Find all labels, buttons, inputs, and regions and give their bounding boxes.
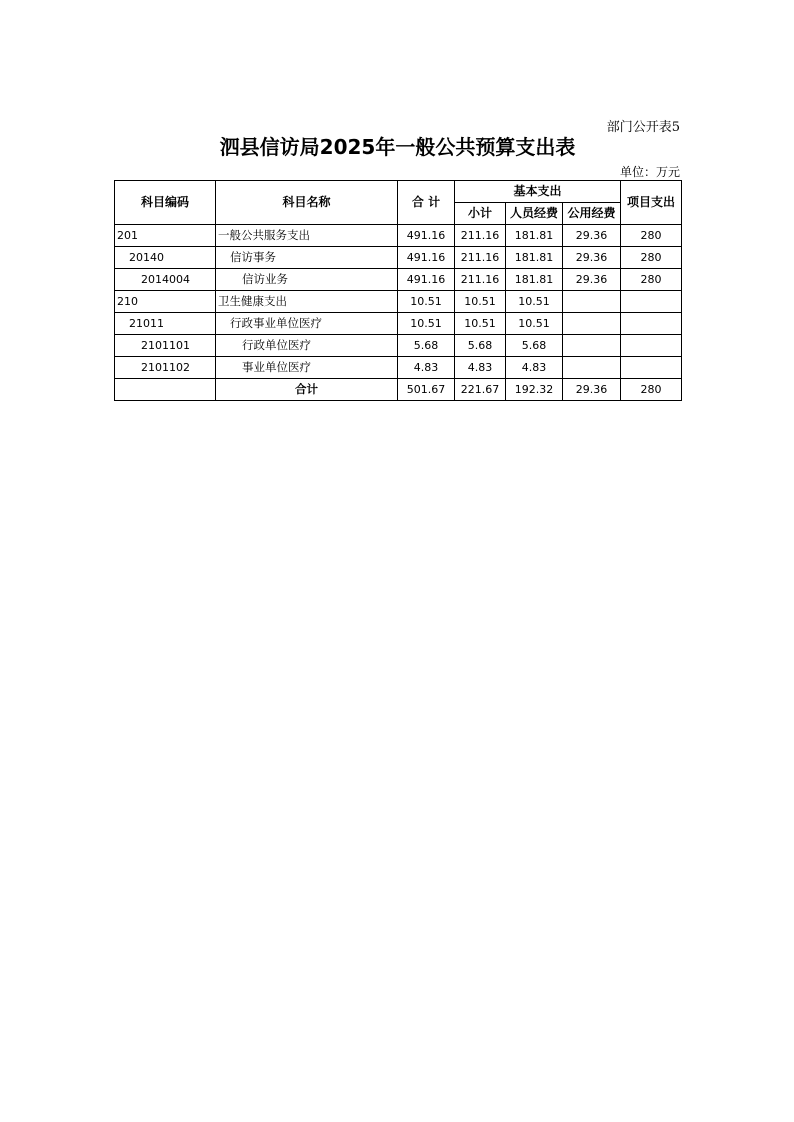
row-name: 卫生健康支出 <box>216 291 398 313</box>
row-name: 信访事务 <box>216 247 398 269</box>
row-total: 10.51 <box>398 291 455 313</box>
row-project: 280 <box>621 247 682 269</box>
row-public: 29.36 <box>563 247 621 269</box>
total-row-code-empty <box>115 379 216 401</box>
row-code: 2101101 <box>115 335 216 357</box>
header-public: 公用经费 <box>563 203 621 225</box>
row-personnel: 10.51 <box>506 313 563 335</box>
header-total: 合 计 <box>398 181 455 225</box>
header-name: 科目名称 <box>216 181 398 225</box>
row-public <box>563 335 621 357</box>
row-subtotal: 211.16 <box>455 225 506 247</box>
header-personnel: 人员经费 <box>506 203 563 225</box>
row-name: 事业单位医疗 <box>216 357 398 379</box>
total-row-subtotal: 221.67 <box>455 379 506 401</box>
row-total: 5.68 <box>398 335 455 357</box>
table-row <box>115 247 682 269</box>
row-project: 280 <box>621 269 682 291</box>
row-personnel: 5.68 <box>506 335 563 357</box>
row-personnel: 10.51 <box>506 291 563 313</box>
row-public <box>563 291 621 313</box>
header-code: 科目编码 <box>115 181 216 225</box>
row-public: 29.36 <box>563 269 621 291</box>
row-code: 21011 <box>115 313 216 335</box>
row-personnel: 181.81 <box>506 225 563 247</box>
row-project <box>621 313 682 335</box>
row-subtotal: 10.51 <box>455 291 506 313</box>
header-row <box>115 181 682 203</box>
row-code: 2101102 <box>115 357 216 379</box>
table-row <box>115 225 682 247</box>
row-personnel: 181.81 <box>506 269 563 291</box>
total-row-total: 501.67 <box>398 379 455 401</box>
row-total: 10.51 <box>398 313 455 335</box>
unit-label: 单位：万元 <box>619 165 680 179</box>
row-name: 一般公共服务支出 <box>216 225 398 247</box>
row-name: 信访业务 <box>216 269 398 291</box>
total-row-project: 280 <box>621 379 682 401</box>
table-row <box>115 335 682 357</box>
row-subtotal: 211.16 <box>455 269 506 291</box>
row-total: 491.16 <box>398 247 455 269</box>
row-public <box>563 313 621 335</box>
header-subtotal: 小计 <box>455 203 506 225</box>
row-code: 20140 <box>115 247 216 269</box>
row-subtotal: 10.51 <box>455 313 506 335</box>
row-public <box>563 357 621 379</box>
table-row <box>115 269 682 291</box>
header-project: 项目支出 <box>621 181 682 225</box>
row-project <box>621 335 682 357</box>
table-row <box>115 291 682 313</box>
table-row <box>115 313 682 335</box>
header-basic-group: 基本支出 <box>455 181 621 203</box>
document-title: 泗县信访局2025年一般公共预算支出表 <box>219 135 576 159</box>
row-project: 280 <box>621 225 682 247</box>
row-name: 行政单位医疗 <box>216 335 398 357</box>
row-public: 29.36 <box>563 225 621 247</box>
row-project <box>621 291 682 313</box>
row-code: 2014004 <box>115 269 216 291</box>
total-row-personnel: 192.32 <box>506 379 563 401</box>
row-subtotal: 5.68 <box>455 335 506 357</box>
row-project <box>621 357 682 379</box>
row-code: 210 <box>115 291 216 313</box>
table-row <box>115 357 682 379</box>
budget-table <box>114 180 682 401</box>
form-number-label: 部门公开表5 <box>606 120 680 135</box>
row-total: 491.16 <box>398 269 455 291</box>
row-personnel: 4.83 <box>506 357 563 379</box>
row-total: 4.83 <box>398 357 455 379</box>
row-name: 行政事业单位医疗 <box>216 313 398 335</box>
row-code: 201 <box>115 225 216 247</box>
row-personnel: 181.81 <box>506 247 563 269</box>
row-subtotal: 211.16 <box>455 247 506 269</box>
row-subtotal: 4.83 <box>455 357 506 379</box>
total-row-label: 合计 <box>216 379 398 401</box>
row-total: 491.16 <box>398 225 455 247</box>
total-row <box>115 379 682 401</box>
total-row-public: 29.36 <box>563 379 621 401</box>
